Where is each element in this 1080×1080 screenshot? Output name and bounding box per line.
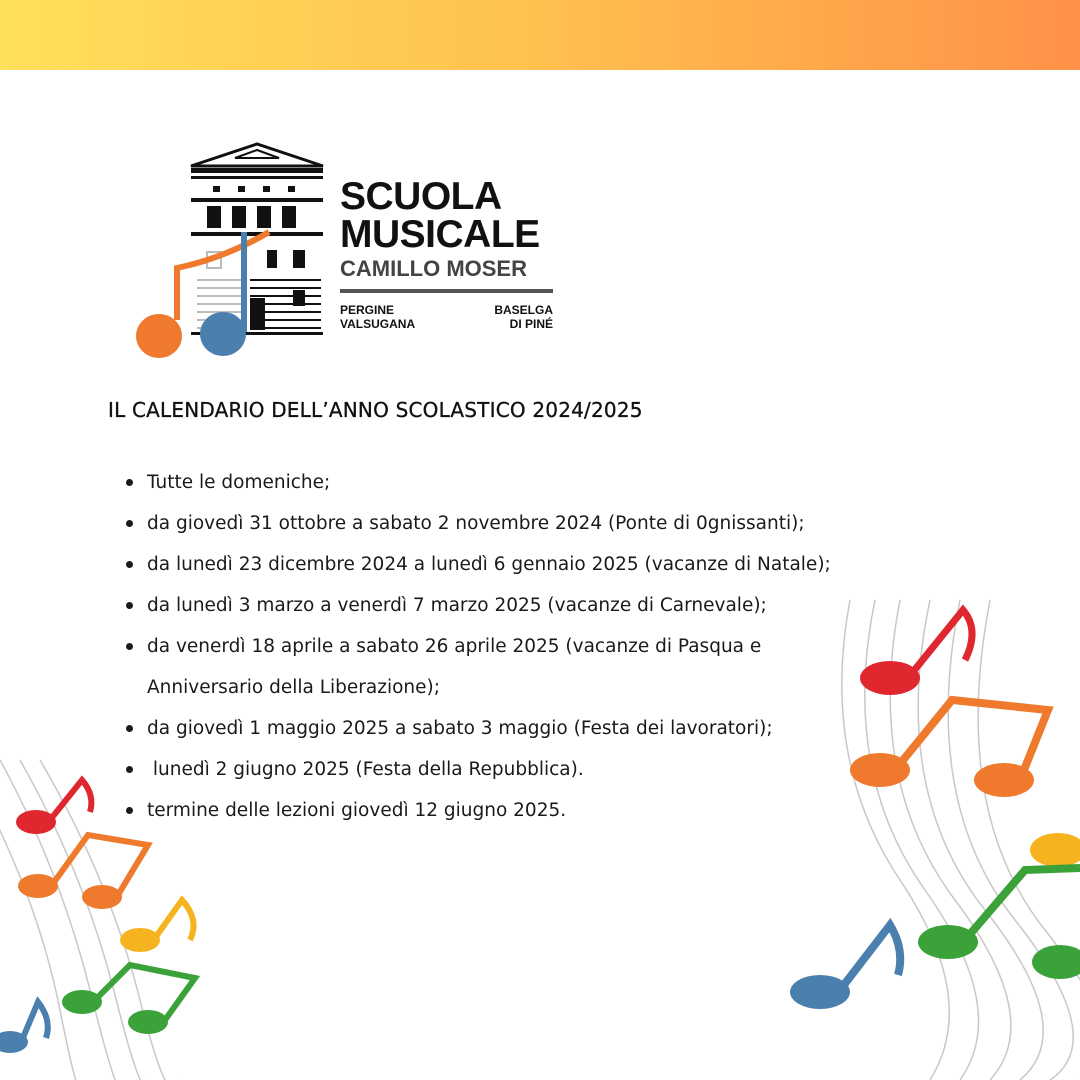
music-notes-right-icon: [780, 580, 1080, 1080]
location-left-line1: PERGINE: [340, 303, 395, 317]
logo-text: [340, 175, 555, 331]
list-item: da venerdì 18 aprile a sabato 26 aprile 2025 (vacanze di Pasqua e Anniversario della Liberazione);: [126, 626, 847, 708]
logo-line-scuola: SCUOLA: [340, 175, 502, 218]
list-item: lunedì 2 giugno 2025 (Festa della Repubblica).: [126, 749, 946, 790]
logo-divider: [340, 289, 553, 293]
location-baselga: [494, 303, 553, 331]
list-item: da giovedì 1 maggio 2025 a sabato 3 maggio (Festa dei lavoratori);: [126, 708, 946, 749]
list-item: da giovedì 31 ottobre a sabato 2 novembre 2024 (Ponte di 0gnissanti);: [126, 503, 946, 544]
list-item: da lunedì 23 dicembre 2024 a lunedì 6 gennaio 2025 (vacanze di Natale);: [126, 544, 946, 585]
location-right-line1: BASELGA: [494, 303, 553, 317]
logo-line-camillo-moser: CAMILLO MOSER: [340, 256, 527, 281]
logo-line-musicale: MUSICALE: [340, 213, 540, 256]
list-item: termine delle lezioni giovedì 12 giugno 2025.: [126, 790, 946, 831]
location-right-line2: DI PINÉ: [509, 317, 553, 331]
list-item: Tutte le domeniche;: [126, 462, 946, 503]
location-left-line2: VALSUGANA: [340, 317, 416, 331]
list-item: da lunedì 3 marzo a venerdì 7 marzo 2025 (vacanze di Carnevale);: [126, 585, 946, 626]
location-pergine: [340, 303, 415, 331]
logo-locations: [340, 303, 553, 331]
top-gradient-bar: [0, 0, 1080, 70]
calendar-heading: IL CALENDARIO DELL’ANNO SCOLASTICO 2024/2025: [108, 398, 643, 422]
building-note-icon: [135, 140, 335, 365]
music-notes-left-icon: [0, 750, 210, 1080]
school-logo: [135, 140, 565, 365]
